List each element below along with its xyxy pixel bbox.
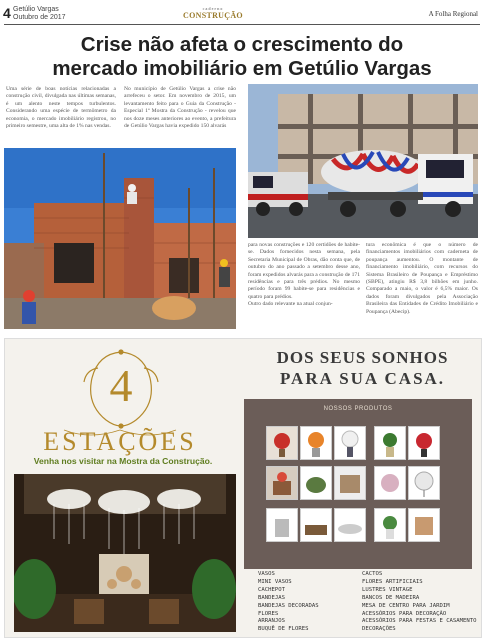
product-thumbnail xyxy=(408,508,440,542)
header-city: Getúlio Vargas xyxy=(13,6,59,13)
list-item: MINI VASOS xyxy=(258,578,292,585)
headline-line-1: Crise não afeta o crescimento do xyxy=(80,33,404,56)
list-item: BANDEJAS DECORADAS xyxy=(258,602,319,609)
product-thumbnail xyxy=(266,508,298,542)
brand-number: 4 xyxy=(109,360,133,411)
product-thumbnail xyxy=(334,466,366,500)
article-headline xyxy=(10,33,474,81)
list-item: DECORAÇÕES xyxy=(362,626,396,633)
headline-line-2: mercado imobiliário em Getúlio Vargas xyxy=(52,57,432,80)
page-number: 4 xyxy=(3,5,11,21)
product-thumbnail xyxy=(266,466,298,500)
article-column-3: para novas construções e 120 certidões de habite-se. Dados fornecidos nesta semana, pela Secretaria Municipal de Obras, dão conta que, de outubro do ano passado a setembro desse ano, foram expedidos alvarás para a construção de 171 residências e para três prédios. No mesmo período foram 99 habite-se para residências e quatro para prédios. Outro dado relevante na atual conjun- xyxy=(248,242,360,308)
list-item: MESA DE CENTRO PARA JARDIM xyxy=(362,602,450,609)
product-thumbnail xyxy=(408,426,440,460)
product-thumbnail xyxy=(374,466,406,500)
list-item: BANCOS DE MADEIRA xyxy=(362,594,420,601)
visit-message: Venha nos visitar na Mostra da Construção. xyxy=(33,456,213,466)
header-divider xyxy=(4,24,480,25)
section-logo-top: caderno xyxy=(202,6,224,11)
article-column-1: Uma série de boas notícias relacionadas a construção civil, divulgada nas últimas semanas, é um alento neste tempos turbulentos. Considerando uma espécie de termômetro da economia, o mercado imobiliário registrou, no primeiro semestre, uma alta de 1% nas vendas. xyxy=(6,86,116,130)
list-item: FLORES xyxy=(258,610,279,617)
ad-slogan-line-2: PARA SUA CASA. xyxy=(279,369,446,388)
list-item: BUQUÊ DE FLORES xyxy=(258,626,309,633)
product-thumbnail xyxy=(408,466,440,500)
flourish-icon xyxy=(60,428,180,458)
list-item: CACTOS xyxy=(362,571,383,577)
product-list-right xyxy=(362,571,478,634)
product-thumbnail xyxy=(334,508,366,542)
product-thumbnail xyxy=(300,508,332,542)
list-item: BANDEJAS xyxy=(258,594,285,601)
article-column-4: tura econômica é que o número de financiamentos imobiliários com caderneta de poupança aumentou. O montante de financiamento imobiliário, com recursos do Sistema Brasileiro de Poupança e Empréstimo (SBPE), atingiu R$ 3,8 bilhões em junho. Comparado a maio, o valor é 6,5% maior. Os dados foram divulgados pela Associação Brasileira das Entidades de Crédito Imobiliário e Poupança (Abecip). xyxy=(366,242,478,315)
ad-slogan-line-1: DOS SEUS SONHOS xyxy=(276,348,449,367)
products-title: NOSSOS PRODUTOS xyxy=(323,406,393,412)
header-location xyxy=(13,6,66,22)
article-column-2: No município de Getúlio Vargas a crise não arrefeceu o setor. Em novembro de 2015, um levantamento feito para o Guia da Construção - Especial 1ª Mostra da Construção - revelou que nos doze meses anteriores ao evento, a prefeitura de Getúlio Vargas havia expedido 150 alvarás xyxy=(124,86,236,130)
product-thumbnail xyxy=(374,426,406,460)
product-thumbnail xyxy=(334,426,366,460)
section-logo-text: CONSTRUÇÃO xyxy=(183,11,243,20)
publication-name: A Folha Regional xyxy=(428,10,478,18)
list-item: ACESSÓRIOS PARA DECORAÇÃO xyxy=(362,610,447,617)
header-date: Outubro de 2017 xyxy=(13,14,66,21)
section-logo xyxy=(183,7,243,20)
product-thumbnail xyxy=(266,426,298,460)
product-thumbnail xyxy=(374,508,406,542)
list-item: ACESSÓRIOS PARA FESTAS E CASAMENTO xyxy=(362,618,477,625)
list-item: ARRANJOS xyxy=(258,618,285,625)
list-item: FLORES ARTIFICIAIS xyxy=(362,578,423,585)
product-thumbnail xyxy=(300,466,332,500)
list-item: CACHEPOT xyxy=(258,586,285,593)
product-list-left xyxy=(258,571,358,634)
shop-display-photo xyxy=(14,474,236,632)
list-item: VASOS xyxy=(258,571,275,577)
brand-name: ESTAÇÕES xyxy=(43,427,197,456)
construction-photo xyxy=(4,148,236,329)
products-grid xyxy=(250,418,470,563)
product-thumbnail xyxy=(300,426,332,460)
concrete-trucks-photo xyxy=(248,84,478,238)
list-item: LUSTRES VINTAGE xyxy=(362,586,413,593)
